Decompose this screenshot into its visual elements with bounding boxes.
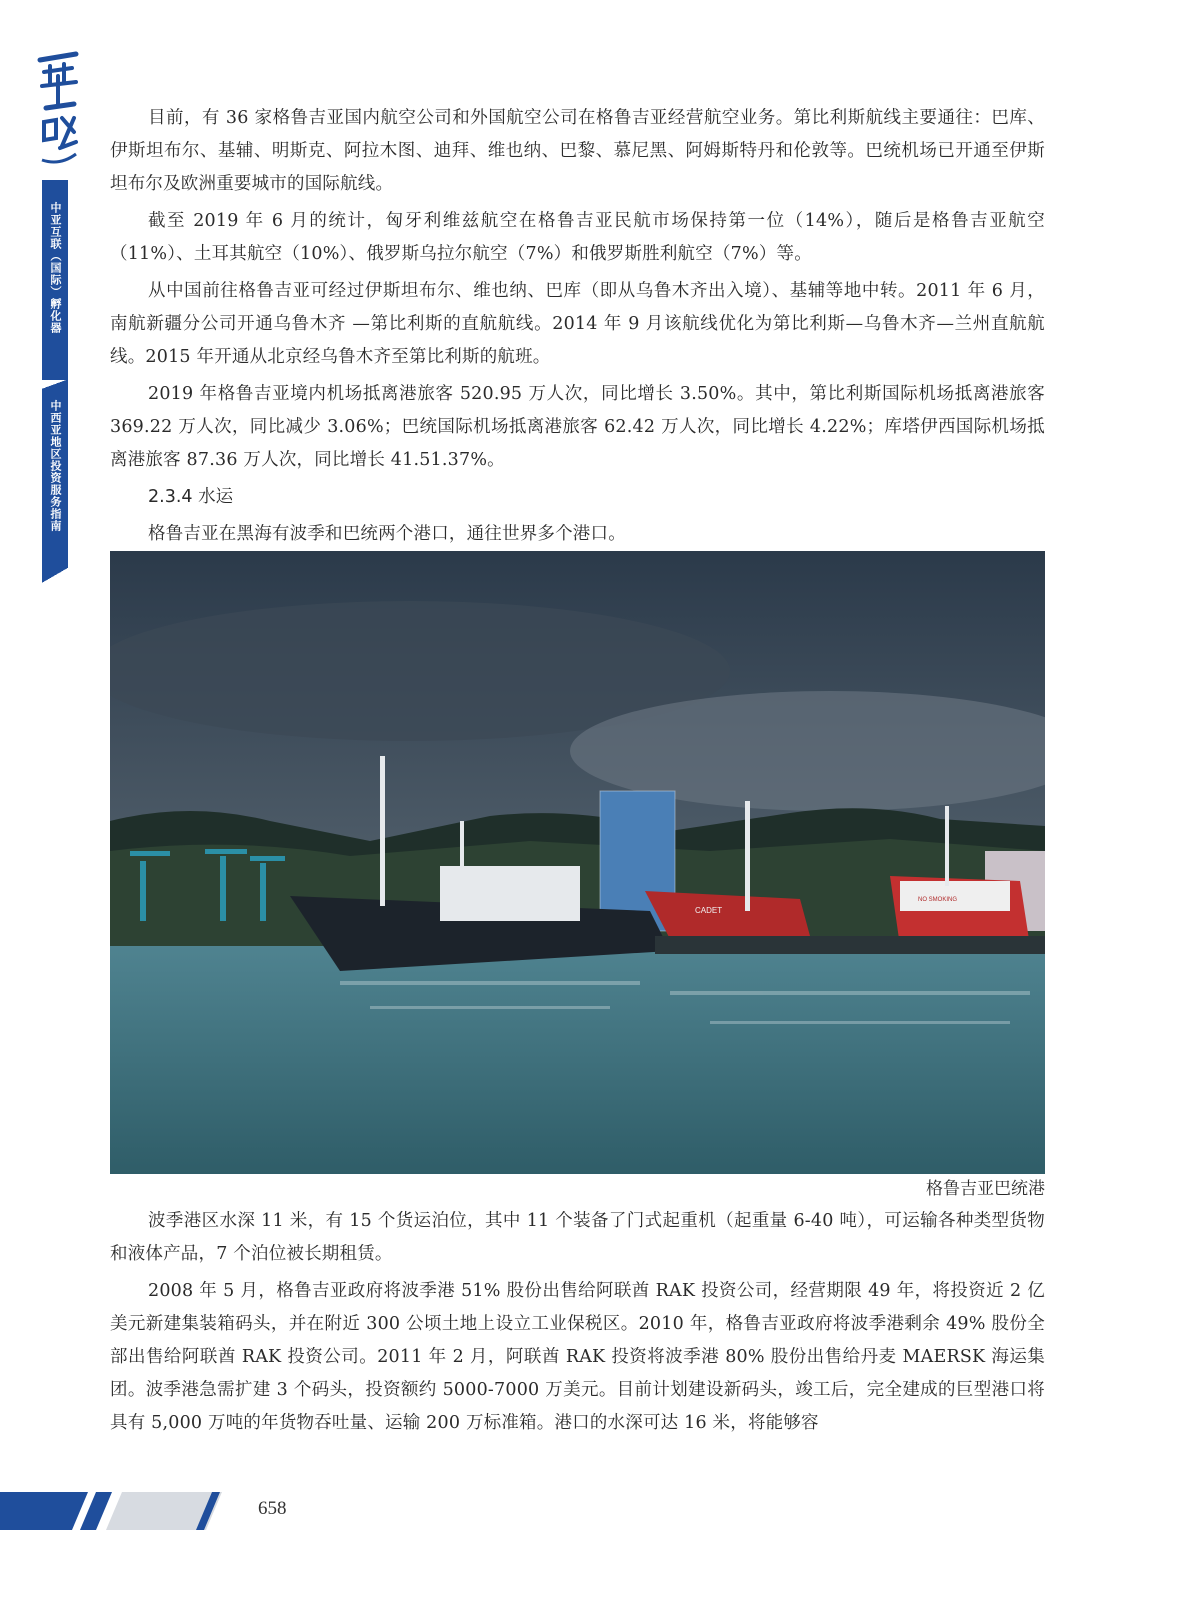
photo-caption: 格鲁吉亚巴统港: [926, 1179, 1045, 1199]
calligraphy-logo-icon: [36, 42, 82, 182]
port-photo: [110, 551, 1045, 1174]
footer-stripes: [0, 1492, 230, 1530]
ship-name: CADET: [695, 906, 723, 915]
page-number: 658: [258, 1498, 287, 1519]
side-band-divider: [42, 380, 68, 390]
main-text-top: [110, 102, 1045, 555]
side-band-title: 中亚互联（国际）孵化器: [49, 202, 62, 334]
sea: [110, 946, 1045, 1174]
paragraph: 目前，有 36 家格鲁吉亚国内航空公司和外国航空公司在格鲁吉亚经营航空业务。第比利斯航线主要通往：巴库、伊斯坦布尔、基辅、明斯克、阿拉木图、迪拜、维也纳、巴黎、慕尼黑、阿姆斯特丹和伦敦等。巴统机场已开通至伊斯坦布尔及欧洲重要城市的国际航线。: [110, 108, 1045, 194]
section-intro: 格鲁吉亚在黑海有波季和巴统两个港口，通往世界多个港口。: [148, 524, 626, 544]
side-band-subtitle: 中西亚地区投资服务指南: [49, 400, 62, 532]
section-heading: 2.3.4 水运: [148, 487, 234, 507]
ship-sign: NO SMOKING: [918, 897, 958, 903]
paragraph: 截至 2019 年 6 月的统计，匈牙利维兹航空在格鲁吉亚民航市场保持第一位（14%），随后是格鲁吉亚航空（11%）、土耳其航空（10%）、俄罗斯乌拉尔航空（7%）和俄罗斯胜利航空（7%）等。: [110, 211, 1045, 264]
main-text-bottom: [110, 1205, 1045, 1444]
paragraph: 2019 年格鲁吉亚境内机场抵离港旅客 520.95 万人次，同比增长 3.50%。其中，第比利斯国际机场抵离港旅客 369.22 万人次，同比减少 3.06%；巴统国际机场抵离港旅客 62.42 万人次，同比增长 4.22%；库塔伊西国际机场抵离港旅客 87.36 万人次，同比增长 41.51.37%。: [110, 384, 1045, 470]
paragraph: 波季港区水深 11 米，有 15 个货运泊位，其中 11 个装备了门式起重机（起重量 6-40 吨），可运输各种类型货物和液体产品，7 个泊位被长期租赁。: [110, 1211, 1045, 1264]
brand-logo: [36, 42, 82, 182]
batumi-port-illustration: [110, 551, 1045, 1174]
side-band: [42, 180, 68, 590]
paragraph: 从中国前往格鲁吉亚可经过伊斯坦布尔、维也纳、巴库（即从乌鲁木齐出入境）、基辅等地中转。2011 年 6 月，南航新疆分公司开通乌鲁木齐 —第比利斯的直航航线。2014 年 9 月该航线优化为第比利斯—乌鲁木齐—兰州直航航线。2015 年开通从北京经乌鲁木齐至第比利斯的航班。: [110, 281, 1045, 367]
red-white-ship: [900, 881, 1010, 911]
side-band-tip: [42, 568, 68, 590]
paragraph: 2008 年 5 月，格鲁吉亚政府将波季港 51% 股份出售给阿联酋 RAK 投资公司，经营期限 49 年，将投资近 2 亿美元新建集装箱码头，并在附近 300 公顷土地上设立工业保税区。2010 年，格鲁吉亚政府将波季港剩余 49% 股份全部出售给阿联酋 RAK 投资公司。2011 年 2 月，阿联酋 RAK 投资将波季港 80% 股份出售给丹麦 MAERSK 海运集团。波季港急需扩建 3 个码头，投资额约 5000-7000 万美元。目前计划建设新码头，竣工后，完全建成的巨型港口将具有 5,000 万吨的年货物吞吐量、运输 200 万标准箱。港口的水深可达 16 米，将能够容: [110, 1281, 1045, 1433]
